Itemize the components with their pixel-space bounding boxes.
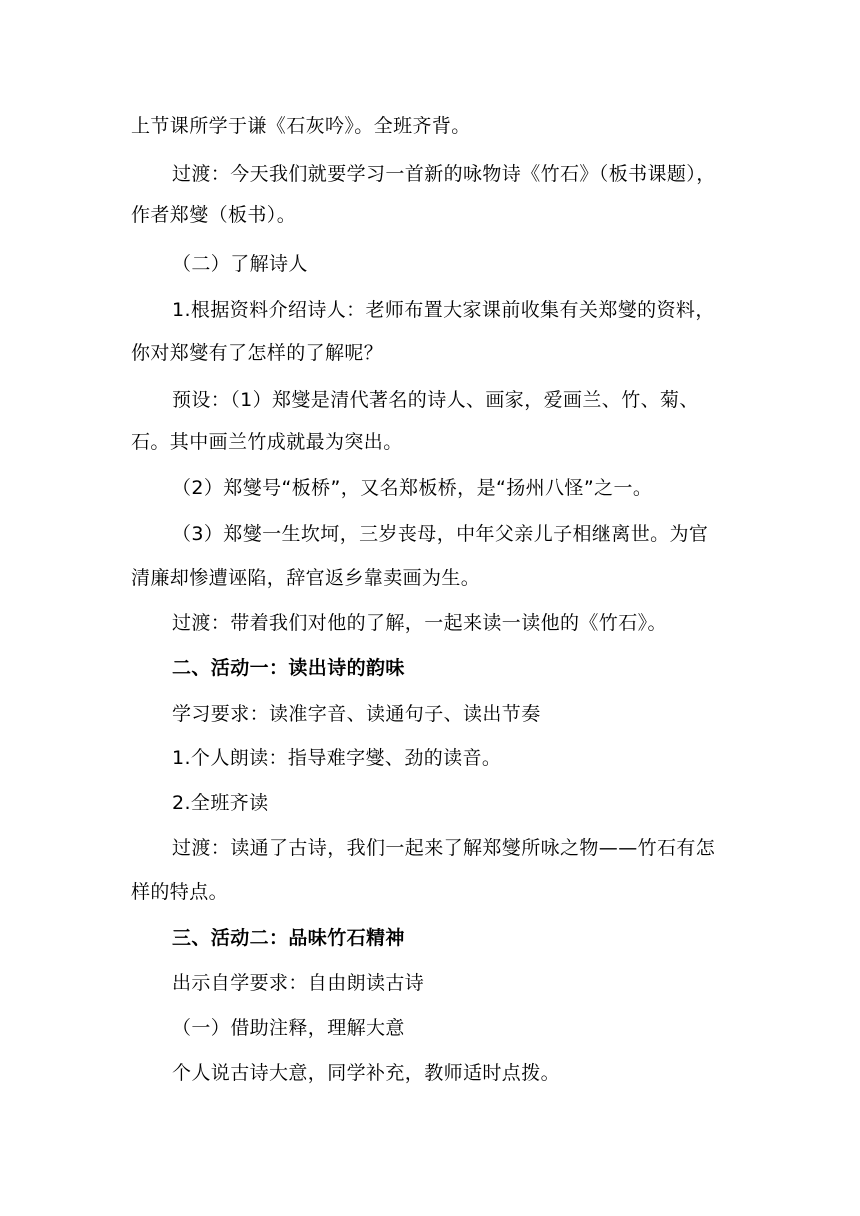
text-line: 样的特点。 <box>131 881 229 903</box>
text-line: 预设：（1）郑燮是清代著名的诗人、画家，爱画兰、竹、菊、 <box>172 389 699 411</box>
text-line: 出示自学要求：自由朗读古诗 <box>172 972 425 994</box>
text-line: 上节课所学于谦《石灰吟》。全班齐背。 <box>131 115 471 137</box>
activity-heading: 二、活动一：读出诗的韵味 <box>172 657 405 679</box>
text-line: 石。其中画兰竹成就最为突出。 <box>131 431 403 453</box>
text-line: （2）郑燮号“板桥”，又名郑板桥，是“扬州八怪”之一。 <box>172 477 653 499</box>
text-line: （3）郑燮一生坎坷，三岁丧母，中年父亲儿子相继离世。为官 <box>172 523 709 545</box>
text-line: 你对郑燮有了怎样的了解呢？ <box>131 342 384 364</box>
text-line: 作者郑燮（板书）。 <box>131 204 297 226</box>
text-line: 清廉却惨遭诬陷，辞官返乡靠卖画为生。 <box>131 567 481 589</box>
text-line: 过渡：带着我们对他的了解，一起来读一读他的《竹石》。 <box>172 612 667 634</box>
section-heading: （二）了解诗人 <box>172 253 308 275</box>
text-line: 1.根据资料介绍诗人：老师布置大家课前收集有关郑燮的资料， <box>172 299 715 321</box>
text-line: 过渡：读通了古诗，我们一起来了解郑燮所咏之物——竹石有怎 <box>172 837 716 859</box>
text-line: 2.全班齐读 <box>172 792 269 814</box>
text-line: 个人说古诗大意，同学补充，教师适时点拨。 <box>172 1062 561 1084</box>
section-heading: （一）借助注释，理解大意 <box>172 1017 405 1039</box>
text-line: 过渡：今天我们就要学习一首新的咏物诗《竹石》（板书课题）， <box>172 163 716 185</box>
activity-heading: 三、活动二：品味竹石精神 <box>172 927 405 949</box>
text-line: 1.个人朗读：指导难字燮、劲的读音。 <box>172 747 502 769</box>
text-line: 学习要求：读准字音、读通句子、读出节奏 <box>172 703 541 725</box>
